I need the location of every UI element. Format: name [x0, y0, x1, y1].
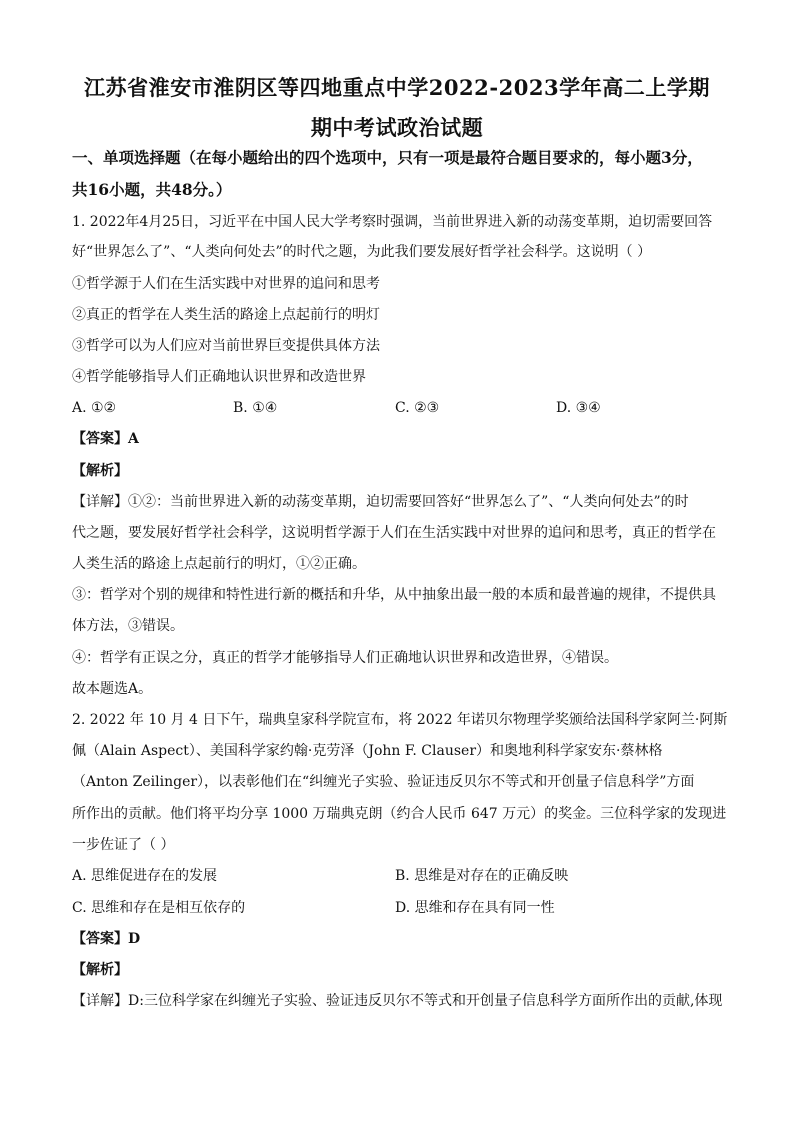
section-heading-line-2: 共16小题，共48分。）	[72, 180, 232, 199]
q2-analysis-label: 【解析】	[72, 962, 128, 978]
q1-detail-line-2: 代之题，要发展好哲学社会科学，这说明哲学源于人们在生活实践中对世界的追问和思考，真正的哲学在	[72, 525, 716, 541]
q2-detail-line-1: 【详解】D:三位科学家在纠缠光子实验、验证违反贝尔不等式和开创量子信息科学方面所作出的贡献,体现	[72, 993, 723, 1009]
q1-answer: 【答案】A	[72, 431, 139, 447]
q1-stem-line-2: 好“世界怎么了”、“人类向何处去”的时代之题，为此我们要发展好哲学社会科学。这说明（ ）	[72, 244, 652, 260]
q1-item-2: ②真正的哲学在人类生活的路途上点起前行的明灯	[72, 307, 380, 323]
q2-stem-line-4: 所作出的贡献。他们将平均分享 1000 万瑞典克朗（约合人民币 647 万元）的奖金。三位科学家的发现进	[72, 806, 727, 822]
q1-item-1: ①哲学源于人们在生活实践中对世界的追问和思考	[72, 276, 380, 292]
doc-title-line-2: 期中考试政治试题	[310, 115, 484, 140]
q1-detail-line-1: 【详解】①②：当前世界进入新的动荡变革期，迫切需要回答好“世界怎么了”、“人类向何处去”的时	[72, 494, 689, 510]
q2-stem-line-1: 2. 2022 年 10 月 4 日下午，瑞典皇家科学院宣布，将 2022 年诺贝尔物理学奖颁给法国科学家阿兰·阿斯	[72, 712, 728, 728]
doc-title-line-1: 江苏省淮安市淮阴区等四地重点中学2022-2023学年高二上学期	[84, 75, 710, 100]
q1-detail-line-7: 故本题选A。	[72, 681, 153, 697]
q1-item-3: ③哲学可以为人们应对当前世界巨变提供具体方法	[72, 338, 380, 354]
q1-detail-line-5: 体方法，③错误。	[72, 618, 184, 634]
q1-analysis-label: 【解析】	[72, 463, 128, 479]
q2-stem-line-5: 一步佐证了（ ）	[72, 837, 175, 853]
q1-detail-line-6: ④：哲学有正误之分，真正的哲学才能够指导人们正确地认识世界和改造世界，④错误。	[72, 650, 618, 666]
q2-option-a: A. 思维促进存在的发展	[72, 868, 218, 884]
q2-option-d: D. 思维和存在具有同一性	[395, 900, 555, 916]
section-heading-line-1: 一、单项选择题（在每小题给出的四个选项中，只有一项是最符合题目要求的，每小题3分，	[72, 148, 703, 167]
q1-stem-line-1: 1. 2022年4月25日，习近平在中国人民大学考察时强调，当前世界进入新的动荡变革期，迫切需要回答	[72, 214, 713, 230]
q1-item-4: ④哲学能够指导人们正确地认识世界和改造世界	[72, 369, 366, 385]
q1-option-b: B. ①④	[233, 400, 278, 416]
q2-option-c: C. 思维和存在是相互依存的	[72, 900, 246, 916]
q2-stem-line-3: （Anton Zeilinger），以表彰他们在“纠缠光子实验、验证违反贝尔不等式和开创量子信息科学”方面	[72, 774, 695, 790]
q1-option-a: A. ①②	[72, 400, 117, 416]
q1-option-d: D. ③④	[556, 400, 601, 416]
q1-detail-line-3: 人类生活的路途上点起前行的明灯，①②正确。	[72, 556, 366, 572]
q2-answer: 【答案】D	[72, 931, 141, 947]
q2-option-b: B. 思维是对存在的正确反映	[395, 868, 569, 884]
q1-detail-line-4: ③：哲学对个别的规律和特性进行新的概括和升华，从中抽象出最一般的本质和最普遍的规律，不提供具	[72, 587, 716, 603]
q2-stem-line-2: 佩（Alain Aspect）、美国科学家约翰·克劳泽（John F. Clauser）和奥地利科学家安东·蔡林格	[72, 743, 663, 759]
q1-option-c: C. ②③	[395, 400, 440, 416]
